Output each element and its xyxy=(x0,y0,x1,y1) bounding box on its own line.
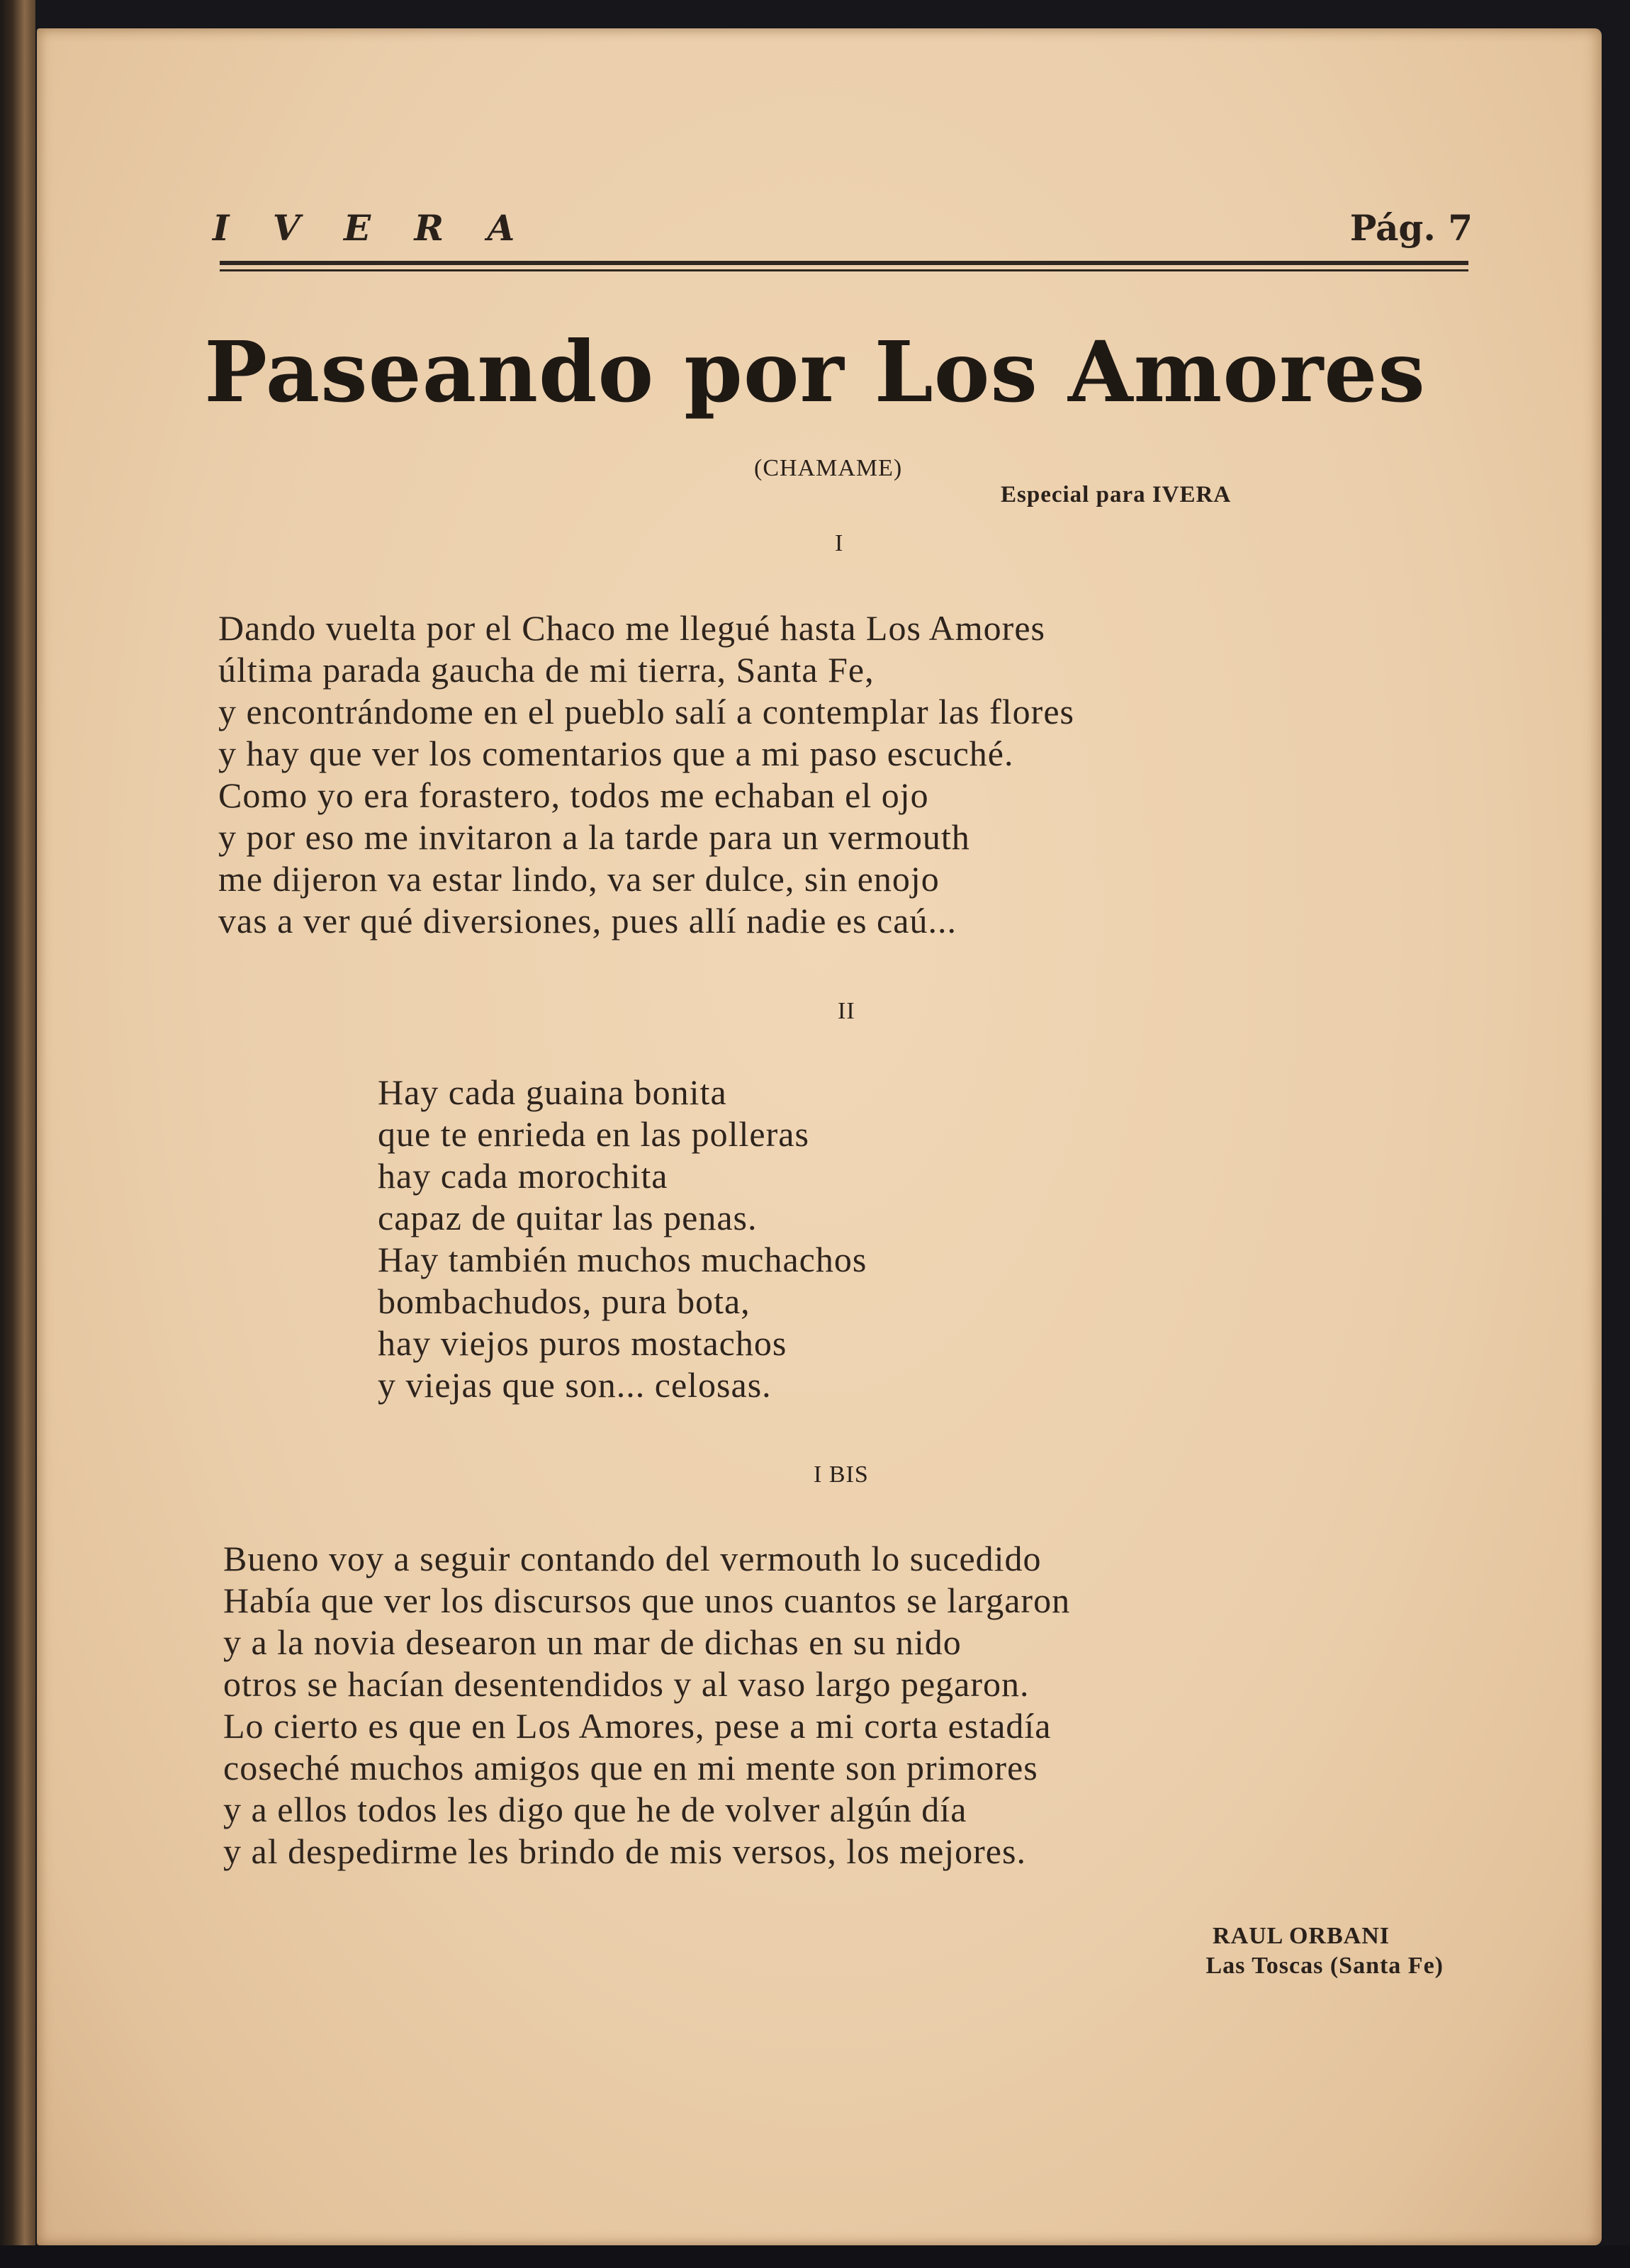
author-signature xyxy=(1205,1921,1444,1980)
section-label-ii: II xyxy=(838,998,855,1024)
author-location: Las Toscas (Santa Fe) xyxy=(1205,1953,1444,1979)
poem-line: y a ellos todos les digo que he de volver algún día xyxy=(223,1790,967,1829)
poem-line: Lo cierto es que en Los Amores, pese a mi corta estadía xyxy=(223,1706,1052,1746)
stanza-ii xyxy=(378,1072,867,1406)
poem-line: vas a ver qué diversiones, pues allí nadie es caú... xyxy=(218,901,957,941)
poem-line: capaz de quitar las penas. xyxy=(378,1198,758,1237)
stanza-i-bis xyxy=(223,1538,1070,1873)
masthead: I V E R A xyxy=(213,207,531,249)
poem-line: Había que ver los discursos que unos cuantos se largaron xyxy=(223,1581,1071,1620)
section-label-i: I xyxy=(835,530,844,556)
author-name: RAUL ORBANI xyxy=(1213,1923,1390,1949)
page-number: Pág. 7 xyxy=(1349,207,1473,249)
poem-line: me dijeron va estar lindo, va ser dulce, sin enojo xyxy=(218,859,940,899)
poem-line: y a la novia desearon un mar de dichas en su nido xyxy=(223,1622,962,1662)
poem-line: Hay también muchos muchachos xyxy=(378,1240,867,1279)
poem-title: Paseando por Los Amores xyxy=(204,322,1426,421)
poem-line: y por eso me invitaron a la tarde para un vermouth xyxy=(218,817,970,857)
page-header xyxy=(213,207,1473,257)
poem-line: Hay cada guaina bonita xyxy=(378,1072,727,1112)
poem-genre: (CHAMAME) xyxy=(754,455,903,481)
dedication: Especial para IVERA xyxy=(1001,482,1232,507)
poem-line: hay cada morochita xyxy=(378,1156,668,1196)
poem-line: hay viejos puros mostachos xyxy=(378,1323,787,1363)
section-label-i-bis: I BIS xyxy=(814,1461,869,1488)
poem-line: y hay que ver los comentarios que a mi paso escuché. xyxy=(218,734,1014,773)
poem-line: Como yo era forastero, todos me echaban el ojo xyxy=(218,775,929,815)
header-rule-thin xyxy=(220,269,1468,271)
header-rule-thick xyxy=(220,261,1468,265)
poem-line: y viejas que son... celosas. xyxy=(378,1365,772,1405)
poem-line: Dando vuelta por el Chaco me llegué hasta Los Amores xyxy=(218,608,1045,648)
poem-line: Bueno voy a seguir contando del vermouth lo sucedido xyxy=(223,1539,1042,1578)
poem-line: y al despedirme les brindo de mis versos, los mejores. xyxy=(223,1831,1026,1871)
scan-bottom-border xyxy=(0,2245,1630,2268)
poem-line: última parada gaucha de mi tierra, Santa Fe, xyxy=(218,650,875,690)
poem-line: que te enrieda en las polleras xyxy=(378,1114,809,1154)
poem-line: bombachudos, pura bota, xyxy=(378,1281,751,1321)
poem-line: coseché muchos amigos que en mi mente son primores xyxy=(223,1748,1038,1787)
poem-line: y encontrándome en el pueblo salí a contemplar las flores xyxy=(218,692,1074,731)
poem-line: otros se hacían desentendidos y al vaso largo pegaron. xyxy=(223,1664,1030,1704)
stanza-i xyxy=(218,607,1074,942)
